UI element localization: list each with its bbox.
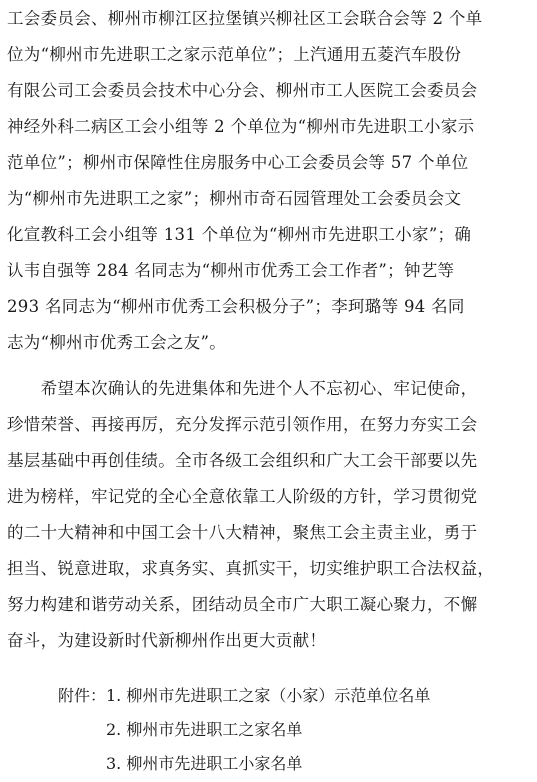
attachment-item: 3. 柳州市先进职工小家名单 [106,754,303,773]
paragraph-line: 基层基础中再创佳绩。全市各级工会组织和广大工会干部要以先 [7,451,478,470]
paragraph-line: 有限公司工会委员会技术中心分会、柳州市工人医院工会委员会 [7,81,478,100]
paragraph-line: 化宣教科工会小组等 131 个单位为“柳州市先进职工小家”；确 [7,225,472,244]
attachment-item: 2. 柳州市先进职工之家名单 [106,720,303,739]
paragraph-line: 神经外科二病区工会小组等 2 个单位为“柳州市先进职工小家示 [7,117,475,136]
paragraph-line: 志为“柳州市优秀工会之友”。 [7,333,227,352]
paragraph-line: 担当、锐意进取，求真务实、真抓实干，切实维护职工合法权益， [7,559,495,578]
paragraph-line: 奋斗，为建设新时代新柳州作出更大贡献！ [7,631,327,650]
paragraph-line: 范单位”；柳州市保障性住房服务中心工会委员会等 57 个单位 [7,153,469,172]
paragraph-line: 工会委员会、柳州市柳江区拉堡镇兴柳社区工会联合会等 2 个单 [7,9,483,28]
paragraph-line: 为“柳州市先进职工之家”；柳州市奇石园管理处工会委员会文 [7,189,462,208]
paragraph-line: 的二十大精神和中国工会十八大精神，聚焦工会主责主业，勇于 [7,523,478,542]
paragraph-line: 努力构建和谐劳动关系，团结动员全市广大职工凝心聚力，不懈 [7,595,478,614]
paragraph-line: 进为榜样，牢记党的全心全意依靠工人阶级的方针，学习贯彻党 [7,487,478,506]
paragraph-line: 希望本次确认的先进集体和先进个人不忘初心、牢记使命， [7,379,478,398]
paragraph-line: 珍惜荣誉、再接再厉，充分发挥示范引领作用，在努力夯实工会 [7,415,478,434]
paragraph-line: 认韦自强等 284 名同志为“柳州市优秀工会工作者”；钟艺等 [7,261,455,280]
paragraph-line: 293 名同志为“柳州市优秀工会积极分子”；李珂璐等 94 名同 [7,297,465,316]
attachment-item: 1. 柳州市先进职工之家（小家）示范单位名单 [106,686,431,705]
attachments-prefix: 附件： [58,686,107,705]
paragraph-line: 位为“柳州市先进职工之家示范单位”；上汽通用五菱汽车股份 [7,45,462,64]
